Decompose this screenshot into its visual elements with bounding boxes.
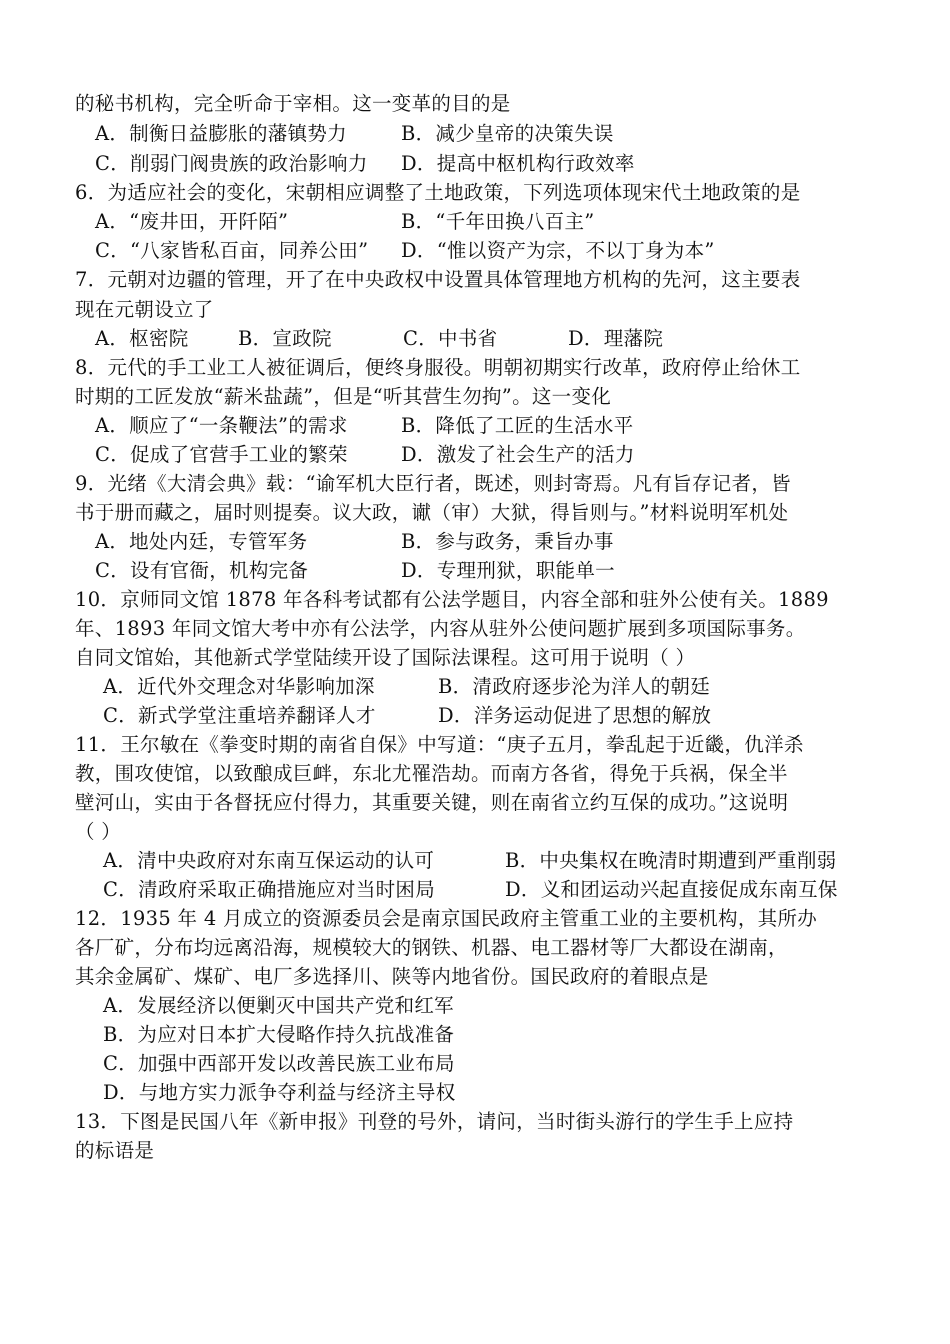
q11-option-b: B．中央集权在晚清时期遭到严重削弱 — [505, 849, 837, 872]
q11-stem-line1: 11．王尔敏在《拳变时期的南省自保》中写道：“庚子五月，拳乱起于近畿，仇洋杀 — [75, 733, 804, 756]
q6-option-a: A．“废井田，开阡陌” — [95, 210, 289, 233]
q10-option-c: C．新式学堂注重培养翻译人才 — [103, 704, 376, 727]
q6-option-b: B．“千年田换八百主” — [401, 210, 595, 233]
q7-stem-line1: 7．元朝对边疆的管理，开了在中央政权中设置具体管理地方机构的先河，这主要表 — [75, 268, 801, 291]
q11-option-d: D．义和团运动兴起直接促成东南互保 — [505, 878, 838, 901]
q9-stem-line1: 9．光绪《大清会典》载：“谕军机大臣行者，既述，则封寄焉。凡有旨存记者，皆 — [75, 472, 791, 495]
q7-option-a: A．枢密院 — [95, 327, 189, 350]
q12-stem-line2: 各厂矿，分布均远离沿海，规模较大的钢铁、机器、电工器材等厂大都设在湖南， — [75, 936, 788, 959]
q9-option-a: A．地处内廷，专管军务 — [95, 530, 308, 553]
q11-answer-brackets: （ ） — [75, 820, 122, 843]
q11-stem-line2: 教，围攻使馆，以致酿成巨衅，东北尤罹浩劫。而南方各省，得免于兵祸，保全半 — [75, 762, 788, 785]
q5-option-d: D．提高中枢机构行政效率 — [401, 152, 635, 175]
q10-option-a: A．近代外交理念对华影响加深 — [103, 675, 375, 698]
q7-option-c: C．中书省 — [403, 327, 498, 350]
q13-stem-line1: 13．下图是民国八年《新申报》刊登的号外，请问，当时街头游行的学生手上应持 — [75, 1110, 794, 1133]
q8-option-b: B．降低了工匠的生活水平 — [401, 414, 634, 437]
q13-stem-line2: 的标语是 — [75, 1139, 155, 1162]
q11-stem-line3: 壁河山，实由于各督抚应付得力，其重要关键，则在南省立约互保的成功。”这说明 — [75, 791, 789, 814]
q5-stem-end: 的秘书机构，完全听命于宰相。这一变革的目的是 — [75, 92, 511, 115]
q8-stem-line2: 时期的工匠发放“薪米盐蔬”，但是“听其营生勿拘”。这一变化 — [75, 385, 612, 408]
q7-option-d: D．理藩院 — [568, 327, 664, 350]
q12-option-d: D．与地方实力派争夺利益与经济主导权 — [103, 1081, 456, 1104]
q7-stem-line2: 现在元朝设立了 — [75, 298, 214, 321]
q8-option-a: A．顺应了“一条鞭法”的需求 — [95, 414, 348, 437]
q8-option-c: C．促成了官营手工业的繁荣 — [95, 443, 348, 466]
q11-option-c: C．清政府采取正确措施应对当时困局 — [103, 878, 436, 901]
q6-stem: 6．为适应社会的变化，宋朝相应调整了土地政策，下列选项体现宋代土地政策的是 — [75, 181, 801, 204]
q10-stem-line2: 年、1893 年同文馆大考中亦有公法学，内容从驻外公使问题扩展到多项国际事务。 — [75, 617, 806, 640]
q10-stem-line3: 自同文馆始，其他新式学堂陆续开设了国际法课程。这可用于说明（ ） — [75, 646, 696, 669]
q10-stem-line1: 10．京师同文馆 1878 年各科考试都有公法学题目，内容全部和驻外公使有关。1889 — [75, 588, 829, 611]
q9-option-d: D．专理刑狱，职能单一 — [401, 559, 615, 582]
q10-option-b: B．清政府逐步沦为洋人的朝廷 — [438, 675, 711, 698]
q7-option-b: B．宣政院 — [238, 327, 332, 350]
q5-option-b: B．减少皇帝的决策失误 — [401, 122, 614, 145]
q10-option-d: D．洋务运动促进了思想的解放 — [438, 704, 712, 727]
q5-option-c: C．削弱门阀贵族的政治影响力 — [95, 152, 368, 175]
q12-option-a: A．发展经济以便剿灭中国共产党和红军 — [103, 994, 454, 1017]
q6-option-d: D．“惟以资产为宗，不以丁身为本” — [401, 239, 715, 262]
q6-option-c: C．“八家皆私百亩，同养公田” — [95, 239, 369, 262]
q9-option-b: B．参与政务，秉旨办事 — [401, 530, 614, 553]
q12-stem-line3: 其余金属矿、煤矿、电厂多选择川、陕等内地省份。国民政府的着眼点是 — [75, 965, 709, 988]
q12-stem-line1: 12．1935 年 4 月成立的资源委员会是南京国民政府主管重工业的主要机构，其所办 — [75, 907, 818, 930]
q9-stem-line2: 书于册而藏之，届时则提奏。议大政，谳（审）大狱，得旨则与。”材料说明军机处 — [75, 501, 789, 524]
q8-stem-line1: 8．元代的手工业工人被征调后，便终身服役。明朝初期实行改革，政府停止给休工 — [75, 356, 801, 379]
q12-option-c: C．加强中西部开发以改善民族工业布局 — [103, 1052, 455, 1075]
q5-option-a: A．制衡日益膨胀的藩镇势力 — [95, 122, 347, 145]
q8-option-d: D．激发了社会生产的活力 — [401, 443, 635, 466]
q11-option-a: A．清中央政府对东南互保运动的认可 — [103, 849, 435, 872]
q9-option-c: C．设有官衙，机构完备 — [95, 559, 309, 582]
q12-option-b: B．为应对日本扩大侵略作持久抗战准备 — [103, 1023, 455, 1046]
